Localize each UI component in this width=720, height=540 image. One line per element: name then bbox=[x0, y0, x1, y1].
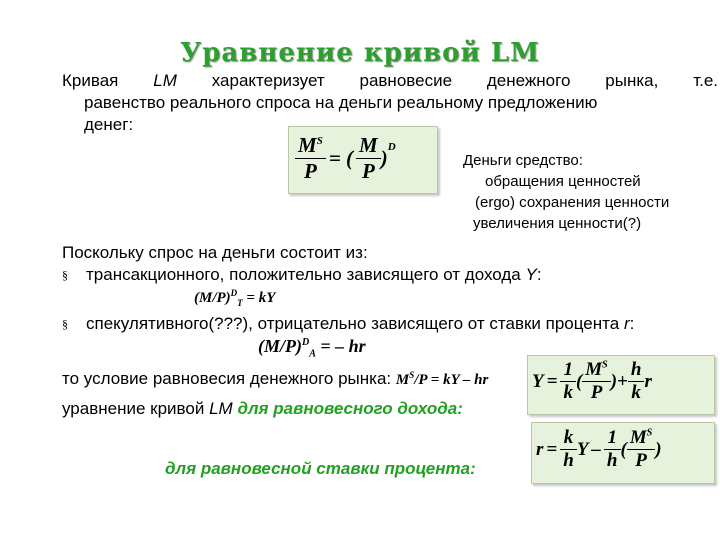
speculative-demand-item: спекулятивного(???), отрицательно зависящего от ставки процента r: bbox=[86, 314, 635, 333]
lm-term: LM bbox=[153, 71, 177, 90]
money-equilibrium-formula: $\frac{M^S}{P}$ = ( $\frac{M}{P}$ ) $^D$ bbox=[288, 126, 438, 194]
intro-line-3: денег: bbox=[84, 115, 134, 134]
lm-income-label: уравнение кривой LM для равновесного дохода: bbox=[62, 399, 463, 418]
intro-line-1: Кривая LM характеризует равновесие денежного рынка, т.е. bbox=[62, 71, 718, 90]
transaction-demand-item: трансакционного, положительно зависящего от дохода Y: bbox=[86, 265, 542, 284]
lm-income-formula: Y = $\frac{1}{k}$ ( $\frac{M^S}{P}$ )+ $\frac{h}{k}$ r bbox=[527, 355, 715, 415]
speculative-demand-formula: $(M/P)^D_A$ = – hr bbox=[258, 336, 366, 360]
m-over-p: $\frac{M}{P}$ bbox=[356, 133, 381, 184]
lm-rate-formula: r = $\frac{k}{h}$ Y – $\frac{1}{h}$ ( $\frac{M^S}{P}$ ) bbox=[531, 422, 715, 484]
bullet: § bbox=[62, 317, 68, 331]
equilibrium-condition: то условие равновесия денежного рынка: $M^S/P$ = kY – hr bbox=[62, 369, 489, 388]
money-functions-note: Деньги средство: обращения ценностей (ergo) сохранения ценности увеличения ценности(?) bbox=[463, 152, 670, 232]
intro-line-2: равенство реального спроса на деньги реальному предложению bbox=[84, 93, 598, 112]
ms-over-p: $\frac{M^S}{P}$ bbox=[295, 133, 326, 184]
page-title: Уравнение кривой LM bbox=[180, 38, 540, 68]
demand-intro: Поскольку спрос на деньги состоит из: bbox=[62, 243, 368, 262]
lm-rate-label: для равновесной ставки процента: bbox=[165, 459, 476, 478]
bullet: § bbox=[62, 268, 68, 282]
transaction-demand-formula: $(M/P)^D_T$ = kY bbox=[194, 288, 276, 308]
